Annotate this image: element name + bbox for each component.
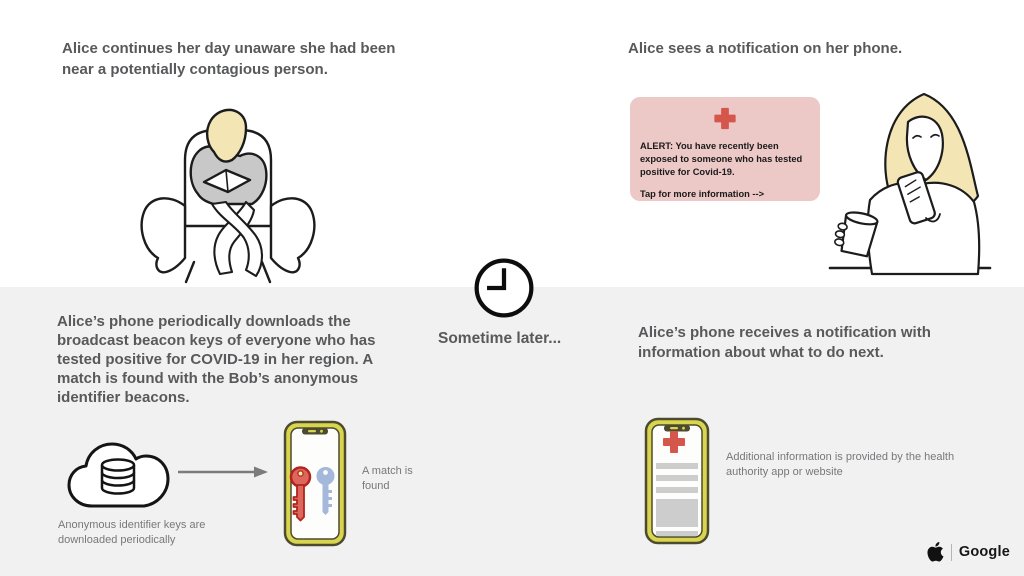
cloud-database-icon [62,432,174,520]
woman-with-mug-and-phone-illustration [828,78,1023,288]
brand-footer [927,541,1010,563]
brand-divider [951,544,952,561]
phone-notification-icon [644,417,710,545]
arrow-right-icon [178,466,268,478]
clock-icon [471,255,537,321]
person-reading-in-armchair-illustration [128,98,328,288]
phone-with-keys-icon [283,420,347,547]
alert-tap-text: Tap for more information --> [640,189,765,199]
panel-top-right-heading: Alice sees a notification on her phone. [628,40,903,57]
match-found-caption: A match is found [362,465,413,492]
alert-body-text: ALERT: You have recently been exposed to someone who has tested positive for Covid-19. [640,141,803,177]
apple-logo-icon [927,542,944,562]
panel-bottom-right-heading: Alice’s phone receives a notification with information about what to do next. [638,324,931,361]
panel-bottom-left-heading: Alice’s phone periodically downloads the broadcast beacon keys of everyone who has tested positive for COVID-19 in her region. A match is found with the Bob’s anonymous identifier beacons. [57,313,376,406]
exposure-alert-card [630,97,820,201]
panel-top-left-heading: Alice continues her day unaware she had been near a potentially contagious person. [62,40,396,78]
medical-cross-icon [710,104,740,133]
additional-info-caption: Additional information is provided by the health authority app or website [726,451,955,478]
cloud-caption: Anonymous identifier keys are downloaded periodically [58,519,206,546]
sometime-later-caption: Sometime later... [438,330,562,347]
google-logo: Google [958,544,1010,560]
